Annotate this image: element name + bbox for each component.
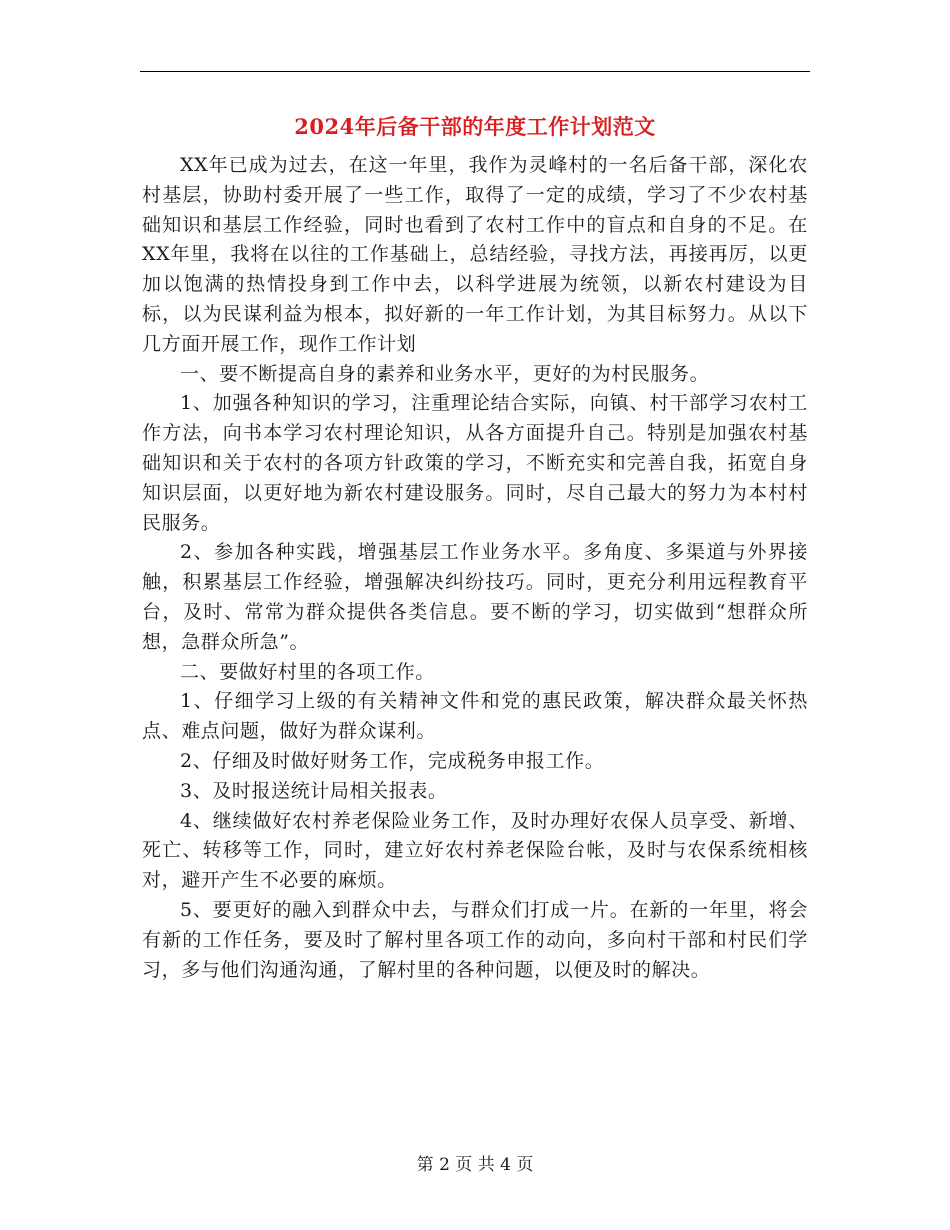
document-title: 2024年后备干部的年度工作计划范文: [294, 114, 656, 139]
paragraph-item-2-5: 5、要更好的融入到群众中去，与群众们打成一片。在新的一年里，将会有新的工作任务，要及时了解村里各项工作的动向，多向村干部和村民们学习，多与他们沟通沟通，了解村里的各种问题，以便及时的解决。: [142, 898, 808, 981]
paragraph-intro: XX年已成为过去，在这一年里，我作为灵峰村的一名后备干部，深化农村基层，协助村委开展了一些工作，取得了一定的成绩，学习了不少农村基础知识和基层工作经验，同时也看到了农村工作中的盲点和自身的不足。在XX年里，我将在以往的工作基础上，总结经验，寻找方法，再接再厉，以更加以饱满的热情投身到工作中去，以科学进展为统领，以新农村建设为目标，以为民谋利益为根本，拟好新的一年工作计划，为其目标努力。从以下几方面开展工作，现作工作计划: [142, 154, 808, 355]
paragraph-item-1-1: 1、加强各种知识的学习，注重理论结合实际，向镇、村干部学习农村工作方法，向书本学习农村理论知识，从各方面提升自己。特别是加强农村基础知识和关于农村的各项方针政策的学习，不断充实和完善自我，拓宽自身知识层面，以更好地为新农村建设服务。同时，尽自己最大的努力为本村村民服务。: [142, 392, 808, 534]
paragraph-item-2-3: 3、及时报送统计局相关报表。: [180, 779, 448, 802]
paragraph-item-2-4: 4、继续做好农村养老保险业务工作，及时办理好农保人员享受、新增、死亡、转移等工作，同时，建立好农村养老保险台帐，及时与农保系统相核对，避开产生不必要的麻烦。: [142, 809, 808, 892]
paragraph-item-1-2: 2、参加各种实践，增强基层工作业务水平。多角度、多渠道与外界接触，积累基层工作经验，增强解决纠纷技巧。同时，更充分利用远程教育平台，及时、常常为群众提供各类信息。要不断的学习，切实做到“想群众所想，急群众所急”。: [142, 541, 808, 653]
paragraph-section-1-heading: 一、要不断提高自身的素养和业务水平，更好的为村民服务。: [180, 362, 710, 385]
paragraph-item-2-1: 1、仔细学习上级的有关精神文件和党的惠民政策，解决群众最关怀热点、难点问题，做好为群众谋利。: [142, 690, 808, 743]
paragraph-item-2-2: 2、仔细及时做好财务工作，完成税务申报工作。: [180, 749, 605, 772]
header-rule: [140, 71, 810, 72]
page-footer: [0, 1153, 950, 1177]
paragraph-section-2-heading: 二、要做好村里的各项工作。: [180, 660, 435, 683]
document-body: [142, 151, 808, 985]
page-number: 第 2 页 共 4 页: [416, 1155, 534, 1175]
